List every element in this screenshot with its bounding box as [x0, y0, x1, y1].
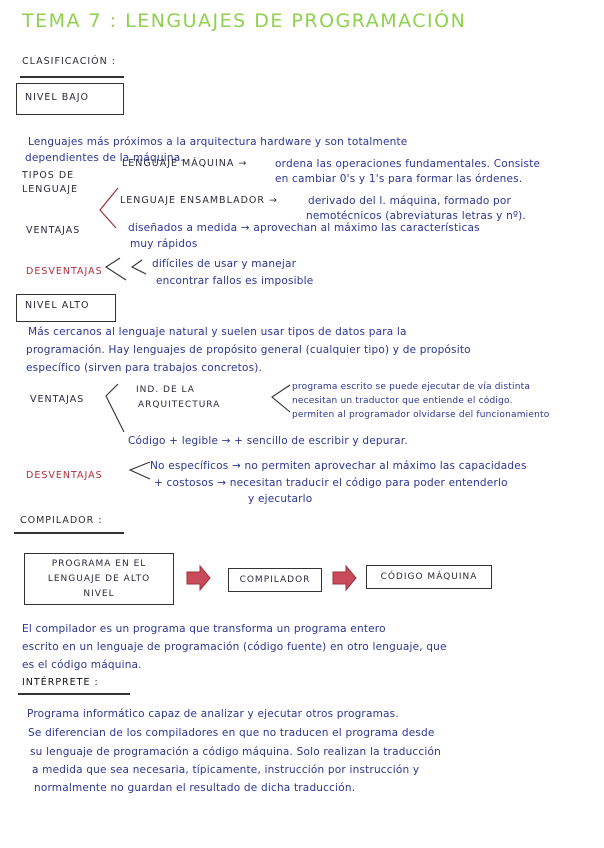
interprete-def-1: Programa informático capaz de analizar y ejecutar otros programas.	[27, 708, 399, 720]
alto-desventajas-arrow	[130, 462, 150, 479]
flow-arrow-icon	[333, 566, 356, 590]
compilador-def-1: El compilador es un programa que transforma un programa entero	[22, 623, 386, 635]
interprete-def-5: normalmente no guardan el resultado de dicha traducción.	[34, 782, 356, 794]
nivel-alto-def-1: Más cercanos al lenguaje natural y suelen usar tipos de datos para la	[28, 326, 407, 338]
tipo-ensamblador-desc-2: nemotécnicos (abreviaturas letras y nº).	[306, 210, 526, 222]
tipo-maquina-desc-2: en cambiar 0's y 1's para formar las órdenes.	[275, 173, 523, 185]
alto-desventaja-3: y ejecutarlo	[248, 493, 313, 505]
alto-ventaja-ind-2: ARQUITECTURA	[138, 400, 221, 410]
nivel-bajo-label: NIVEL BAJO	[25, 92, 90, 103]
alto-ventajas-label: VENTAJAS	[30, 394, 85, 405]
desventajas-arrow	[132, 260, 146, 274]
desventaja-2: encontrar fallos es imposible	[156, 275, 314, 287]
tipo-ensamblador-desc-1: derivado del l. máquina, formado por	[308, 195, 512, 207]
ventaja-2: muy rápidos	[130, 238, 198, 250]
interprete-def-2: Se diferencian de los compiladores en que no traducen el programa desde	[28, 727, 435, 739]
section-heading-compilador: COMPILADOR :	[20, 515, 103, 526]
tipo-maquina: LENGUAJE MÁQUINA →	[122, 158, 248, 169]
compilador-def-2: escrito en un lenguaje de programación (código fuente) en otro lenguaje, que	[22, 641, 447, 653]
tipo-ensamblador: LENGUAJE ENSAMBLADOR →	[120, 195, 278, 206]
interprete-def-4: a medida que sea necesaria, típicamente, instrucción por instrucción y	[32, 764, 420, 776]
flow-compiler-label: COMPILADOR	[239, 575, 311, 585]
alto-ventaja-ind-1: IND. DE LA	[136, 385, 195, 395]
nivel-bajo-def-2: dependientes de la máquina.	[25, 152, 184, 164]
desventajas-label: DESVENTAJAS	[26, 266, 103, 277]
section-heading-interprete: INTÉRPRETE :	[22, 677, 99, 688]
ventajas-label: VENTAJAS	[26, 225, 81, 236]
alto-desventajas-label: DESVENTAJAS	[26, 470, 103, 481]
section-heading-clasificacion: CLASIFICACIÓN :	[22, 56, 116, 67]
nivel-alto-def-2: programación. Hay lenguajes de propósito general (cualquier tipo) y de propósito	[26, 344, 471, 356]
alto-ventajas-arrow	[106, 384, 124, 432]
flow-machine-code-label: CÓDIGO MÁQUINA	[380, 572, 478, 582]
nivel-bajo-def-1: Lenguajes más próximos a la arquitectura hardware y son totalmente	[28, 136, 408, 148]
ventaja-1: diseñados a medida → aprovechan al máximo las características	[128, 222, 480, 234]
page-title: TEMA 7 : LENGUAJES DE PROGRAMACIÓN	[22, 10, 467, 32]
alto-desventaja-1: No específicos → no permiten aprovechar al máximo las capacidades	[150, 460, 527, 472]
alto-ventaja-2: Código + legible → + sencillo de escribir y depurar.	[128, 435, 408, 447]
desventaja-1: difíciles de usar y manejar	[152, 258, 297, 270]
flow-source-label: PROGRAMA EN EL LENGUAJE DE ALTO NIVEL	[47, 558, 151, 599]
ind-arquitectura-arrow	[272, 385, 290, 412]
alto-ventaja-sub-2: necesitan un traductor que entiende el código.	[292, 396, 513, 406]
alto-ventaja-sub-3: permiten al programador olvidarse del funcionamiento	[292, 410, 550, 420]
alto-desventaja-2: + costosos → necesitan traducir el código para poder entenderlo	[154, 477, 508, 489]
nivel-alto-def-3: específico (sirven para trabajos concretos).	[26, 362, 263, 374]
ventajas-bracket-arrow	[106, 258, 126, 280]
flow-arrow-icon	[187, 566, 210, 590]
interprete-def-3: su lenguaje de programación a código máquina. Solo realizan la traducción	[30, 746, 441, 758]
alto-ventaja-sub-1: programa escrito se puede ejecutar de vía distinta	[292, 382, 531, 392]
tipos-label-2: LENGUAJE	[22, 184, 79, 195]
tipos-label-1: TIPOS DE	[22, 170, 75, 181]
compilador-def-3: es el código máquina.	[22, 659, 142, 671]
nivel-alto-label: NIVEL ALTO	[25, 300, 90, 311]
tipos-bracket-arrow	[100, 188, 118, 228]
tipo-maquina-desc-1: ordena las operaciones fundamentales. Consiste	[275, 158, 541, 170]
